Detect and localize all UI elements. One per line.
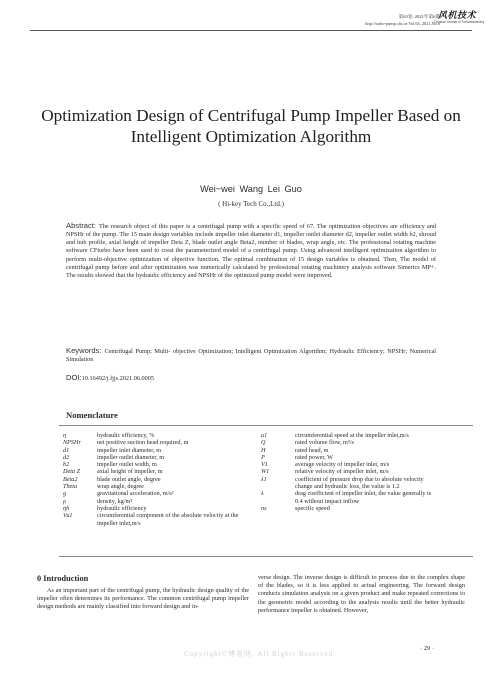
nomenclature-definition: axial height of impeller, m bbox=[97, 468, 163, 476]
nomenclature-symbol: d2 bbox=[63, 453, 70, 461]
nomenclature-left-column bbox=[63, 432, 253, 527]
logo-cn-text: 风机技术 bbox=[438, 11, 477, 21]
nomenclature-symbol: b2 bbox=[63, 461, 70, 469]
nomenclature-symbol: P bbox=[261, 453, 265, 461]
nomenclature-definition: blade outlet angle, degree bbox=[97, 475, 161, 483]
abstract bbox=[66, 222, 436, 280]
abstract-text: The research object of this paper is a centrifugal pump with a specific speed of 67. The optimization objectives are efficiency and NPSHr of the pump. The 15 main design variables include impeller inlet diameter d1, impeller outlet diameter d2, impeller outlet width b2, shroud and hub profile, axial height of impeller Deta Z, blade outlet angle Beta2, number of blades, wrap angle, etc. The professional rotating machine software CFturbo have been used to creat the parameterized model of a centrifugal pump. Using advanced intelligent optimization algorithm to perform multi-objective optimization of objective function. The optimal combination of 15 design variables is obtained. Then, The model of centrifugal pump before and after optimization was numerically calculated by professional rotating machinery analysis software Simerics MP+. The results showed that the hydraulic efficiency and NPSHr of the optimized pump model were improved. bbox=[66, 223, 436, 279]
nomenclature-symbol: NPSHr bbox=[63, 439, 81, 447]
nomenclature-table bbox=[59, 425, 473, 557]
nomenclature-definition: rated head, m bbox=[295, 446, 329, 454]
doi-label: DOI: bbox=[66, 373, 82, 382]
nomenclature-definition: impeller outlet width, m bbox=[97, 461, 157, 469]
nomenclature-symbol: λ bbox=[261, 490, 264, 498]
keywords bbox=[66, 347, 436, 364]
nomenclature-symbol: d1 bbox=[63, 446, 70, 454]
nomenclature-right-column bbox=[261, 432, 439, 512]
nomenclature-row bbox=[261, 454, 439, 461]
nomenclature-row bbox=[63, 468, 253, 475]
doi-text[interactable]: 10.16492/j.fjjs.2021.06.0005 bbox=[81, 375, 155, 382]
nomenclature-row bbox=[261, 505, 439, 512]
copyright-watermark: Copyright©博看网. All Rights Reserved. bbox=[184, 650, 336, 658]
intro-left-column: As an important part of the centrifugal pump, the hydraulic design quality of the impeller often determines its performance. The common centrifugal pump impeller design methods are mainly classified into forward design and in- bbox=[37, 587, 249, 611]
nomenclature-symbol: ns bbox=[261, 504, 267, 512]
nomenclature-row bbox=[63, 483, 253, 490]
nomenclature-symbol: Vu1 bbox=[63, 512, 73, 520]
abstract-label: Abstract: bbox=[66, 221, 96, 230]
journal-issue: 第63卷, 2021年第6期 bbox=[398, 14, 440, 19]
nomenclature-symbol: Deta Z bbox=[63, 468, 81, 476]
nomenclature-symbol: ρ bbox=[63, 497, 66, 505]
nomenclature-definition: coefficient of pressure drop due to absolute velocity change and hydraulic loss, the value is 1.2 bbox=[295, 475, 424, 491]
nomenclature-row bbox=[63, 454, 253, 461]
nomenclature-definition: rated volume flow, m³/s bbox=[295, 439, 354, 447]
nomenclature-row bbox=[63, 512, 253, 527]
nomenclature-row bbox=[261, 490, 439, 505]
nomenclature-symbol: λ1 bbox=[261, 475, 267, 483]
nomenclature-symbol: V1 bbox=[261, 461, 268, 469]
nomenclature-symbol: η bbox=[63, 432, 67, 439]
nomenclature-definition: net positive suction head required, m bbox=[97, 439, 189, 447]
nomenclature-row bbox=[261, 468, 439, 475]
header-rule bbox=[30, 30, 472, 31]
nomenclature-definition: circumferential speed at the impeller inlet,m/s bbox=[295, 432, 409, 439]
nomenclature-title: Nomenclature bbox=[66, 410, 118, 420]
nomenclature-row bbox=[63, 476, 253, 483]
nomenclature-definition: hydraulic efficiency, % bbox=[97, 432, 155, 439]
nomenclature-definition: gravitational acceleration, m/s² bbox=[97, 490, 174, 498]
nomenclature-symbol: H bbox=[261, 446, 266, 454]
nomenclature-row bbox=[63, 439, 253, 446]
nomenclature-definition: average velocity of impeller inlet, m/s bbox=[295, 461, 390, 469]
nomenclature-definition: specific speed bbox=[295, 504, 330, 512]
nomenclature-row bbox=[63, 505, 253, 512]
logo-en-text: Chinese Journal of Turbomachinery bbox=[434, 20, 485, 24]
affiliation: ( Hi-key Tech Co.,Ltd.) bbox=[218, 200, 284, 208]
nomenclature-row bbox=[261, 439, 439, 446]
page-number: · 29 · bbox=[420, 645, 435, 652]
doi[interactable] bbox=[66, 373, 436, 382]
journal-url: http://turbo-pump.cfu.cn Vol.63, 2021,No.6 bbox=[365, 21, 440, 26]
keywords-text: Centrifugal Pump; Multi- objective Optimization; Intelligent Optimization Algorithm; Hydraulic Efficiency; NPSHr; Numerical Simulation bbox=[66, 348, 436, 364]
nomenclature-row bbox=[63, 498, 253, 505]
nomenclature-row bbox=[261, 447, 439, 454]
nomenclature-symbol: u1 bbox=[261, 432, 268, 439]
nomenclature-definition: impeller outlet diameter, m bbox=[97, 453, 165, 461]
nomenclature-row bbox=[261, 461, 439, 468]
nomenclature-definition: rated power, W bbox=[295, 453, 333, 461]
nomenclature-definition: circumferential component of the absolute velocity at the impeller inlet,m/s bbox=[97, 512, 239, 527]
nomenclature-symbol: Theta bbox=[63, 483, 78, 491]
nomenclature-definition: impeller inlet diameter, m bbox=[97, 446, 162, 454]
paper-title: Optimization Design of Centrifugal Pump Impeller Based on Intelligent Optimization Algorithm bbox=[41, 106, 461, 146]
section-heading-introduction: 0 Introduction bbox=[37, 574, 89, 583]
nomenclature-row bbox=[261, 432, 439, 439]
keywords-label: Keywords: bbox=[66, 346, 102, 355]
journal-logo bbox=[434, 8, 485, 30]
nomenclature-symbol: ηh bbox=[63, 504, 70, 512]
nomenclature-row bbox=[63, 447, 253, 454]
authors: Wei−wei Wang Lei Guo bbox=[200, 184, 302, 194]
nomenclature-definition: hydraulic efficiency bbox=[97, 504, 147, 512]
nomenclature-row bbox=[63, 490, 253, 497]
nomenclature-symbol: W1 bbox=[261, 468, 270, 476]
nomenclature-symbol: Beta2 bbox=[63, 475, 78, 483]
nomenclature-symbol: Q bbox=[261, 439, 266, 447]
intro-right-column: verse design. The inverse design is difficult to process due to the complex shape of the blades, so it is less applied to actual engineering. The forward design conducts simulation analysis on a given product and make repeated corrections to the geometric model according to the analysis results until the better hydraulic performance impeller is obtained. However, bbox=[258, 574, 465, 614]
nomenclature-definition: wrap angle, degree bbox=[97, 483, 144, 491]
nomenclature-definition: density, kg/m³ bbox=[97, 497, 133, 505]
nomenclature-symbol: g bbox=[63, 490, 67, 498]
nomenclature-definition: relative velocity of impeller inlet, m/s bbox=[295, 468, 389, 476]
nomenclature-definition: drag coefficient of impeller inlet, the value generally is 0.4 without impact inflow bbox=[295, 490, 432, 505]
nomenclature-row bbox=[63, 461, 253, 468]
nomenclature-row bbox=[261, 476, 439, 491]
nomenclature-row bbox=[63, 432, 253, 439]
